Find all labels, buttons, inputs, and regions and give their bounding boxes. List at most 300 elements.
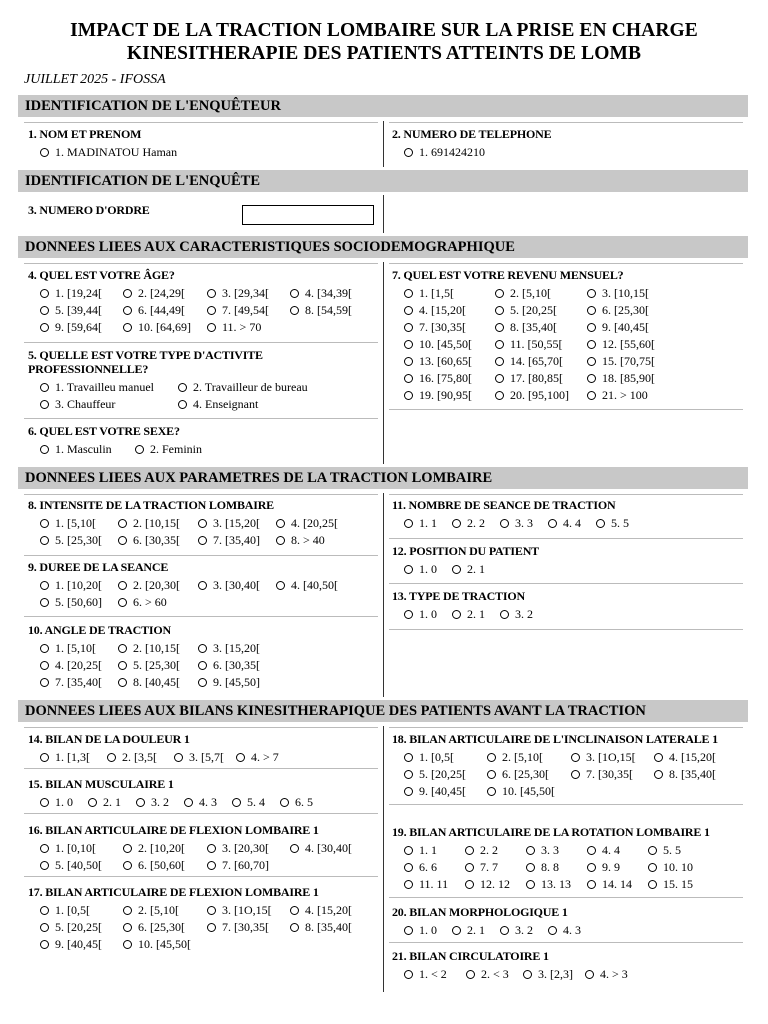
radio-option[interactable] [465,876,510,892]
radio-circle-icon[interactable] [587,289,596,298]
radio-circle-icon[interactable] [500,610,509,619]
radio-circle-icon[interactable] [587,306,596,315]
radio-option[interactable] [290,919,352,935]
radio-option[interactable] [88,794,121,810]
radio-circle-icon[interactable] [123,323,132,332]
radio-option[interactable] [207,919,269,935]
radio-circle-icon[interactable] [40,536,49,545]
radio-option[interactable] [40,319,102,335]
radio-circle-icon[interactable] [40,519,49,528]
radio-circle-icon[interactable] [654,753,663,762]
options-group [28,577,338,611]
radio-option[interactable] [495,387,569,403]
radio-option[interactable] [404,144,485,160]
radio-option[interactable] [487,783,555,799]
separator [389,727,743,728]
radio-circle-icon[interactable] [123,906,132,915]
radio-option-label: 7. [35,40] [213,533,260,547]
radio-option-label: 4. [40,50[ [291,578,338,592]
radio-circle-icon[interactable] [404,374,413,383]
radio-circle-icon[interactable] [207,861,216,870]
section-enqueteur: IDENTIFICATION DE L'ENQUÊTEUR [18,95,748,117]
radio-circle-icon[interactable] [135,445,144,454]
radio-circle-icon[interactable] [465,846,474,855]
radio-option[interactable] [207,302,269,318]
radio-circle-icon[interactable] [526,863,535,872]
radio-circle-icon[interactable] [118,519,127,528]
radio-circle-icon[interactable] [404,391,413,400]
radio-circle-icon[interactable] [487,787,496,796]
radio-option[interactable] [198,657,260,673]
radio-circle-icon[interactable] [40,844,49,853]
radio-option[interactable] [276,532,325,548]
radio-option[interactable] [136,794,169,810]
radio-circle-icon[interactable] [40,798,49,807]
radio-circle-icon[interactable] [40,400,49,409]
radio-circle-icon[interactable] [178,383,187,392]
radio-circle-icon[interactable] [500,519,509,528]
radio-option[interactable] [40,285,102,301]
radio-option-label: 1. MADINATOU Haman [55,145,178,159]
radio-option-label: 9. 9 [602,860,620,874]
radio-circle-icon[interactable] [526,846,535,855]
radio-circle-icon[interactable] [40,861,49,870]
radio-circle-icon[interactable] [495,391,504,400]
radio-option[interactable] [648,842,681,858]
radio-circle-icon[interactable] [290,844,299,853]
separator [24,122,378,123]
section-enquete: IDENTIFICATION DE L'ENQUÊTE [18,170,748,192]
radio-option[interactable] [118,515,180,531]
radio-option[interactable] [452,515,485,531]
radio-option[interactable] [526,876,571,892]
radio-circle-icon[interactable] [40,383,49,392]
radio-circle-icon[interactable] [571,753,580,762]
radio-circle-icon[interactable] [40,753,49,762]
radio-option[interactable] [495,302,557,318]
radio-option[interactable] [280,794,313,810]
radio-option[interactable] [276,577,338,593]
question-17 [28,885,352,953]
radio-option[interactable] [523,966,573,982]
radio-circle-icon[interactable] [523,970,532,979]
radio-option[interactable] [404,766,466,782]
radio-circle-icon[interactable] [290,306,299,315]
radio-option[interactable] [123,319,191,335]
column-divider [383,726,384,992]
radio-circle-icon[interactable] [88,798,97,807]
radio-circle-icon[interactable] [648,863,657,872]
radio-circle-icon[interactable] [596,519,605,528]
radio-option[interactable] [404,783,466,799]
document-title-line-2: KINESITHERAPIE DES PATIENTS ATTEINTS DE LOMB [126,43,642,64]
radio-circle-icon[interactable] [184,798,193,807]
radio-circle-icon[interactable] [500,926,509,935]
radio-circle-icon[interactable] [40,906,49,915]
radio-option[interactable] [404,370,472,386]
radio-option[interactable] [276,515,338,531]
radio-option[interactable] [40,379,154,395]
radio-circle-icon[interactable] [587,391,596,400]
radio-option[interactable] [40,840,96,856]
radio-option[interactable] [40,857,102,873]
radio-option[interactable] [290,285,352,301]
radio-option[interactable] [587,876,632,892]
radio-option[interactable] [207,285,269,301]
radio-circle-icon[interactable] [123,844,132,853]
radio-circle-icon[interactable] [40,306,49,315]
radio-circle-icon[interactable] [290,906,299,915]
radio-option-label: 11. 11 [419,877,449,891]
radio-option[interactable] [123,302,185,318]
radio-option[interactable] [452,922,485,938]
radio-circle-icon[interactable] [123,289,132,298]
radio-circle-icon[interactable] [487,753,496,762]
radio-option[interactable] [587,319,649,335]
radio-circle-icon[interactable] [404,787,413,796]
radio-circle-icon[interactable] [587,846,596,855]
options-group [28,144,178,161]
radio-option[interactable] [404,749,454,765]
radio-circle-icon[interactable] [587,880,596,889]
radio-option[interactable] [118,577,180,593]
radio-option-label: 1. [5,10[ [55,516,96,530]
radio-option[interactable] [40,144,177,160]
question-title: 20. BILAN MORPHOLOGIQUE 1 [392,905,568,919]
radio-circle-icon[interactable] [290,923,299,932]
radio-option[interactable] [174,749,224,765]
radio-option[interactable] [548,515,581,531]
radio-option-label: 6. [30,35[ [133,533,180,547]
radio-option[interactable] [587,353,655,369]
radio-circle-icon[interactable] [280,798,289,807]
radio-option[interactable] [40,674,102,690]
radio-circle-icon[interactable] [198,644,207,653]
radio-option[interactable] [118,640,180,656]
radio-option[interactable] [290,840,352,856]
radio-circle-icon[interactable] [118,661,127,670]
radio-option[interactable] [465,859,498,875]
radio-option[interactable] [571,749,636,765]
radio-option[interactable] [404,319,466,335]
question-11 [392,498,629,532]
radio-option[interactable] [526,859,559,875]
radio-circle-icon[interactable] [585,970,594,979]
radio-circle-icon[interactable] [404,306,413,315]
radio-option[interactable] [404,859,437,875]
question-title: 17. BILAN ARTICULAIRE DE FLEXION LOMBAIRE 1 [28,885,319,899]
radio-option-label: 8. > 40 [291,533,325,547]
radio-circle-icon[interactable] [495,306,504,315]
radio-circle-icon[interactable] [548,519,557,528]
radio-option[interactable] [571,766,633,782]
radio-option[interactable] [404,842,437,858]
radio-circle-icon[interactable] [495,340,504,349]
radio-option[interactable] [107,749,157,765]
radio-circle-icon[interactable] [587,340,596,349]
radio-option[interactable] [198,532,260,548]
radio-circle-icon[interactable] [136,798,145,807]
radio-option[interactable] [404,285,454,301]
radio-circle-icon[interactable] [404,770,413,779]
radio-circle-icon[interactable] [587,863,596,872]
radio-circle-icon[interactable] [648,880,657,889]
radio-circle-icon[interactable] [107,753,116,762]
radio-option[interactable] [404,606,437,622]
radio-option[interactable] [40,919,102,935]
radio-option[interactable] [207,857,269,873]
radio-option[interactable] [123,857,185,873]
numero-ordre-input[interactable] [242,205,374,225]
radio-circle-icon[interactable] [452,610,461,619]
radio-option[interactable] [232,794,265,810]
radio-option[interactable] [123,902,179,918]
radio-option[interactable] [585,966,628,982]
radio-circle-icon[interactable] [118,598,127,607]
radio-option[interactable] [123,285,185,301]
radio-option[interactable] [526,842,559,858]
radio-circle-icon[interactable] [404,880,413,889]
radio-option[interactable] [404,561,437,577]
radio-circle-icon[interactable] [276,536,285,545]
radio-option[interactable] [648,859,693,875]
radio-option[interactable] [198,515,260,531]
radio-option[interactable] [198,674,260,690]
radio-circle-icon[interactable] [174,753,183,762]
radio-option[interactable] [123,919,185,935]
radio-option[interactable] [184,794,217,810]
question-7 [392,268,655,404]
radio-circle-icon[interactable] [404,289,413,298]
radio-circle-icon[interactable] [40,923,49,932]
radio-option[interactable] [404,336,472,352]
radio-circle-icon[interactable] [404,610,413,619]
radio-circle-icon[interactable] [276,581,285,590]
radio-option-label: 1. [5,10[ [55,641,96,655]
radio-circle-icon[interactable] [548,926,557,935]
radio-option[interactable] [40,532,102,548]
radio-circle-icon[interactable] [495,357,504,366]
radio-option[interactable] [404,966,447,982]
separator [389,897,743,898]
radio-option[interactable] [465,842,498,858]
radio-option[interactable] [648,876,693,892]
radio-circle-icon[interactable] [526,880,535,889]
radio-circle-icon[interactable] [118,644,127,653]
radio-option[interactable] [495,319,557,335]
radio-circle-icon[interactable] [495,374,504,383]
radio-circle-icon[interactable] [198,519,207,528]
radio-option[interactable] [587,387,648,403]
radio-circle-icon[interactable] [40,445,49,454]
radio-option[interactable] [404,876,448,892]
radio-circle-icon[interactable] [123,861,132,870]
radio-circle-icon[interactable] [207,844,216,853]
radio-circle-icon[interactable] [178,400,187,409]
radio-circle-icon[interactable] [236,753,245,762]
radio-circle-icon[interactable] [404,148,413,157]
radio-option[interactable] [198,577,260,593]
radio-circle-icon[interactable] [404,846,413,855]
radio-option[interactable] [466,966,509,982]
radio-option-label: 5. [20,25[ [55,920,102,934]
radio-option[interactable] [290,302,352,318]
radio-option-label: 2. < 3 [481,967,509,981]
radio-option[interactable] [40,302,102,318]
radio-option-label: 6. [30,35[ [213,658,260,672]
radio-circle-icon[interactable] [118,581,127,590]
radio-option[interactable] [495,370,563,386]
radio-option[interactable] [404,387,472,403]
radio-circle-icon[interactable] [40,581,49,590]
radio-circle-icon[interactable] [40,644,49,653]
radio-circle-icon[interactable] [404,357,413,366]
options-group [392,606,533,623]
radio-option[interactable] [404,302,466,318]
radio-option[interactable] [198,640,260,656]
radio-option[interactable] [500,515,533,531]
radio-circle-icon[interactable] [404,970,413,979]
radio-option[interactable] [118,532,180,548]
radio-circle-icon[interactable] [276,519,285,528]
radio-circle-icon[interactable] [465,863,474,872]
radio-option[interactable] [40,749,90,765]
radio-circle-icon[interactable] [404,340,413,349]
radio-circle-icon[interactable] [198,581,207,590]
radio-circle-icon[interactable] [40,661,49,670]
radio-circle-icon[interactable] [207,306,216,315]
radio-circle-icon[interactable] [654,770,663,779]
radio-option[interactable] [135,441,202,457]
radio-circle-icon[interactable] [465,880,474,889]
radio-option[interactable] [207,840,269,856]
radio-circle-icon[interactable] [404,863,413,872]
radio-option[interactable] [40,577,102,593]
radio-option[interactable] [654,749,716,765]
radio-option[interactable] [548,922,581,938]
radio-circle-icon[interactable] [198,678,207,687]
radio-option[interactable] [118,674,180,690]
radio-option[interactable] [40,594,102,610]
radio-option[interactable] [40,396,115,412]
radio-option[interactable] [178,379,308,395]
radio-circle-icon[interactable] [40,940,49,949]
radio-option[interactable] [207,902,272,918]
radio-circle-icon[interactable] [404,753,413,762]
radio-circle-icon[interactable] [290,289,299,298]
radio-circle-icon[interactable] [648,846,657,855]
radio-option[interactable] [495,285,551,301]
radio-option[interactable] [40,902,90,918]
radio-option[interactable] [404,922,437,938]
radio-option[interactable] [587,285,649,301]
radio-option[interactable] [404,353,472,369]
radio-option[interactable] [495,336,563,352]
radio-circle-icon[interactable] [40,148,49,157]
radio-circle-icon[interactable] [118,536,127,545]
radio-option[interactable] [452,606,485,622]
separator [24,813,378,814]
radio-circle-icon[interactable] [587,323,596,332]
radio-option[interactable] [290,902,352,918]
radio-circle-icon[interactable] [404,323,413,332]
radio-circle-icon[interactable] [452,565,461,574]
radio-circle-icon[interactable] [571,770,580,779]
radio-option[interactable] [123,936,191,952]
section-bilans: DONNEES LIEES AUX BILANS KINESITHERAPIQUE DES PATIENTS AVANT LA TRACTION [18,700,748,722]
radio-option[interactable] [40,936,102,952]
radio-option[interactable] [207,319,261,335]
radio-option[interactable] [487,749,543,765]
radio-option[interactable] [587,859,620,875]
radio-option[interactable] [500,606,533,622]
radio-option[interactable] [40,794,73,810]
radio-option[interactable] [487,766,549,782]
radio-option[interactable] [118,594,167,610]
radio-circle-icon[interactable] [587,357,596,366]
radio-option[interactable] [495,353,563,369]
radio-option[interactable] [178,396,258,412]
radio-circle-icon[interactable] [207,906,216,915]
radio-circle-icon[interactable] [452,926,461,935]
radio-option[interactable] [587,370,655,386]
radio-circle-icon[interactable] [40,323,49,332]
radio-option[interactable] [40,515,96,531]
radio-circle-icon[interactable] [123,923,132,932]
radio-option[interactable] [587,302,649,318]
radio-option[interactable] [40,441,112,457]
radio-circle-icon[interactable] [40,598,49,607]
radio-circle-icon[interactable] [207,323,216,332]
radio-circle-icon[interactable] [123,940,132,949]
radio-option[interactable] [587,336,655,352]
separator [389,942,743,943]
radio-circle-icon[interactable] [587,374,596,383]
radio-option[interactable] [452,561,485,577]
radio-option[interactable] [40,640,96,656]
radio-circle-icon[interactable] [495,289,504,298]
radio-circle-icon[interactable] [198,536,207,545]
radio-circle-icon[interactable] [207,289,216,298]
radio-circle-icon[interactable] [495,323,504,332]
radio-circle-icon[interactable] [198,661,207,670]
radio-option[interactable] [40,657,102,673]
radio-option[interactable] [118,657,180,673]
radio-option[interactable] [236,749,279,765]
radio-circle-icon[interactable] [404,519,413,528]
radio-option[interactable] [596,515,629,531]
options-group [392,515,629,532]
radio-circle-icon[interactable] [118,678,127,687]
radio-circle-icon[interactable] [123,306,132,315]
radio-option-label: 14. 14 [602,877,632,891]
radio-circle-icon[interactable] [487,770,496,779]
radio-circle-icon[interactable] [232,798,241,807]
radio-circle-icon[interactable] [466,970,475,979]
radio-circle-icon[interactable] [404,926,413,935]
radio-option[interactable] [500,922,533,938]
radio-option[interactable] [587,842,620,858]
radio-option[interactable] [123,840,185,856]
radio-circle-icon[interactable] [452,519,461,528]
radio-circle-icon[interactable] [207,923,216,932]
radio-circle-icon[interactable] [40,289,49,298]
radio-option[interactable] [654,766,716,782]
options-group [28,640,260,691]
radio-circle-icon[interactable] [40,678,49,687]
radio-circle-icon[interactable] [404,565,413,574]
radio-option[interactable] [404,515,437,531]
